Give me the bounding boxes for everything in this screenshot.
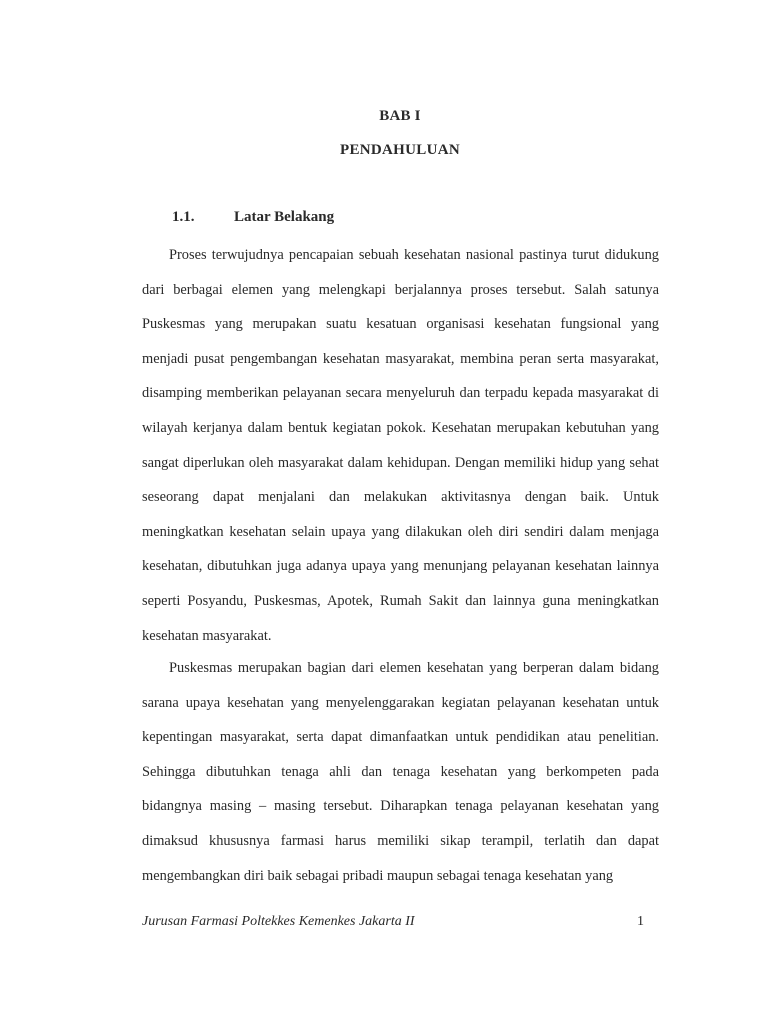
footer-page-number: 1 xyxy=(637,914,644,929)
section-heading xyxy=(172,209,334,226)
body-paragraph-2: Puskesmas merupakan bagian dari elemen kesehatan yang berperan dalam bidang sarana upaya kesehatan yang menyelenggarakan kegiatan pelayanan kesehatan untuk kepentingan masyarakat, serta dapat dimanfaatkan untuk pendidikan atau penelitian. Sehingga dibutuhkan tenaga ahli dan tenaga kesehatan yang berkompeten pada bidangnya masing – masing tersebut. Diharapkan tenaga pelayanan kesehatan yang dimaksud khususnya farmasi harus memiliki sikap terampil, terlatih dan dapat mengembangkan diri baik sebagai pribadi maupun sebagai tenaga kesehatan yang xyxy=(142,660,659,884)
footer-institution: Jurusan Farmasi Poltekkes Kemenkes Jakarta II xyxy=(142,914,415,929)
section-number: 1.1. xyxy=(172,209,195,225)
body-paragraph-1: Proses terwujudnya pencapaian sebuah kesehatan nasional pastinya turut didukung dari berbagai elemen yang melengkapi berjalannya proses tersebut. Salah satunya Puskesmas yang merupakan suatu kesatuan organisasi kesehatan fungsional yang menjadi pusat pengembangan kesehatan masyarakat, membina peran serta masyarakat, disamping memberikan pelayanan secara menyeluruh dan terpadu kepada masyarakat di wilayah kerjanya dalam bentuk kegiatan pokok. Kesehatan merupakan kebutuhan yang sangat diperlukan oleh masyarakat dalam kehidupan. Dengan memiliki hidup yang sehat seseorang dapat menjalani dan melakukan aktivitasnya dengan baik. Untuk meningkatkan kesehatan selain upaya yang dilakukan oleh diri sendiri dalam menjaga kesehatan, dibutuhkan juga adanya upaya yang menunjang pelayanan kesehatan lainnya seperti Posyandu, Puskesmas, Apotek, Rumah Sakit dan lainnya guna meningkatkan kesehatan masyarakat. xyxy=(142,247,659,644)
chapter-title: PENDAHULUAN xyxy=(340,142,460,158)
section-title: Latar Belakang xyxy=(234,209,335,225)
chapter-number: BAB I xyxy=(379,108,421,124)
